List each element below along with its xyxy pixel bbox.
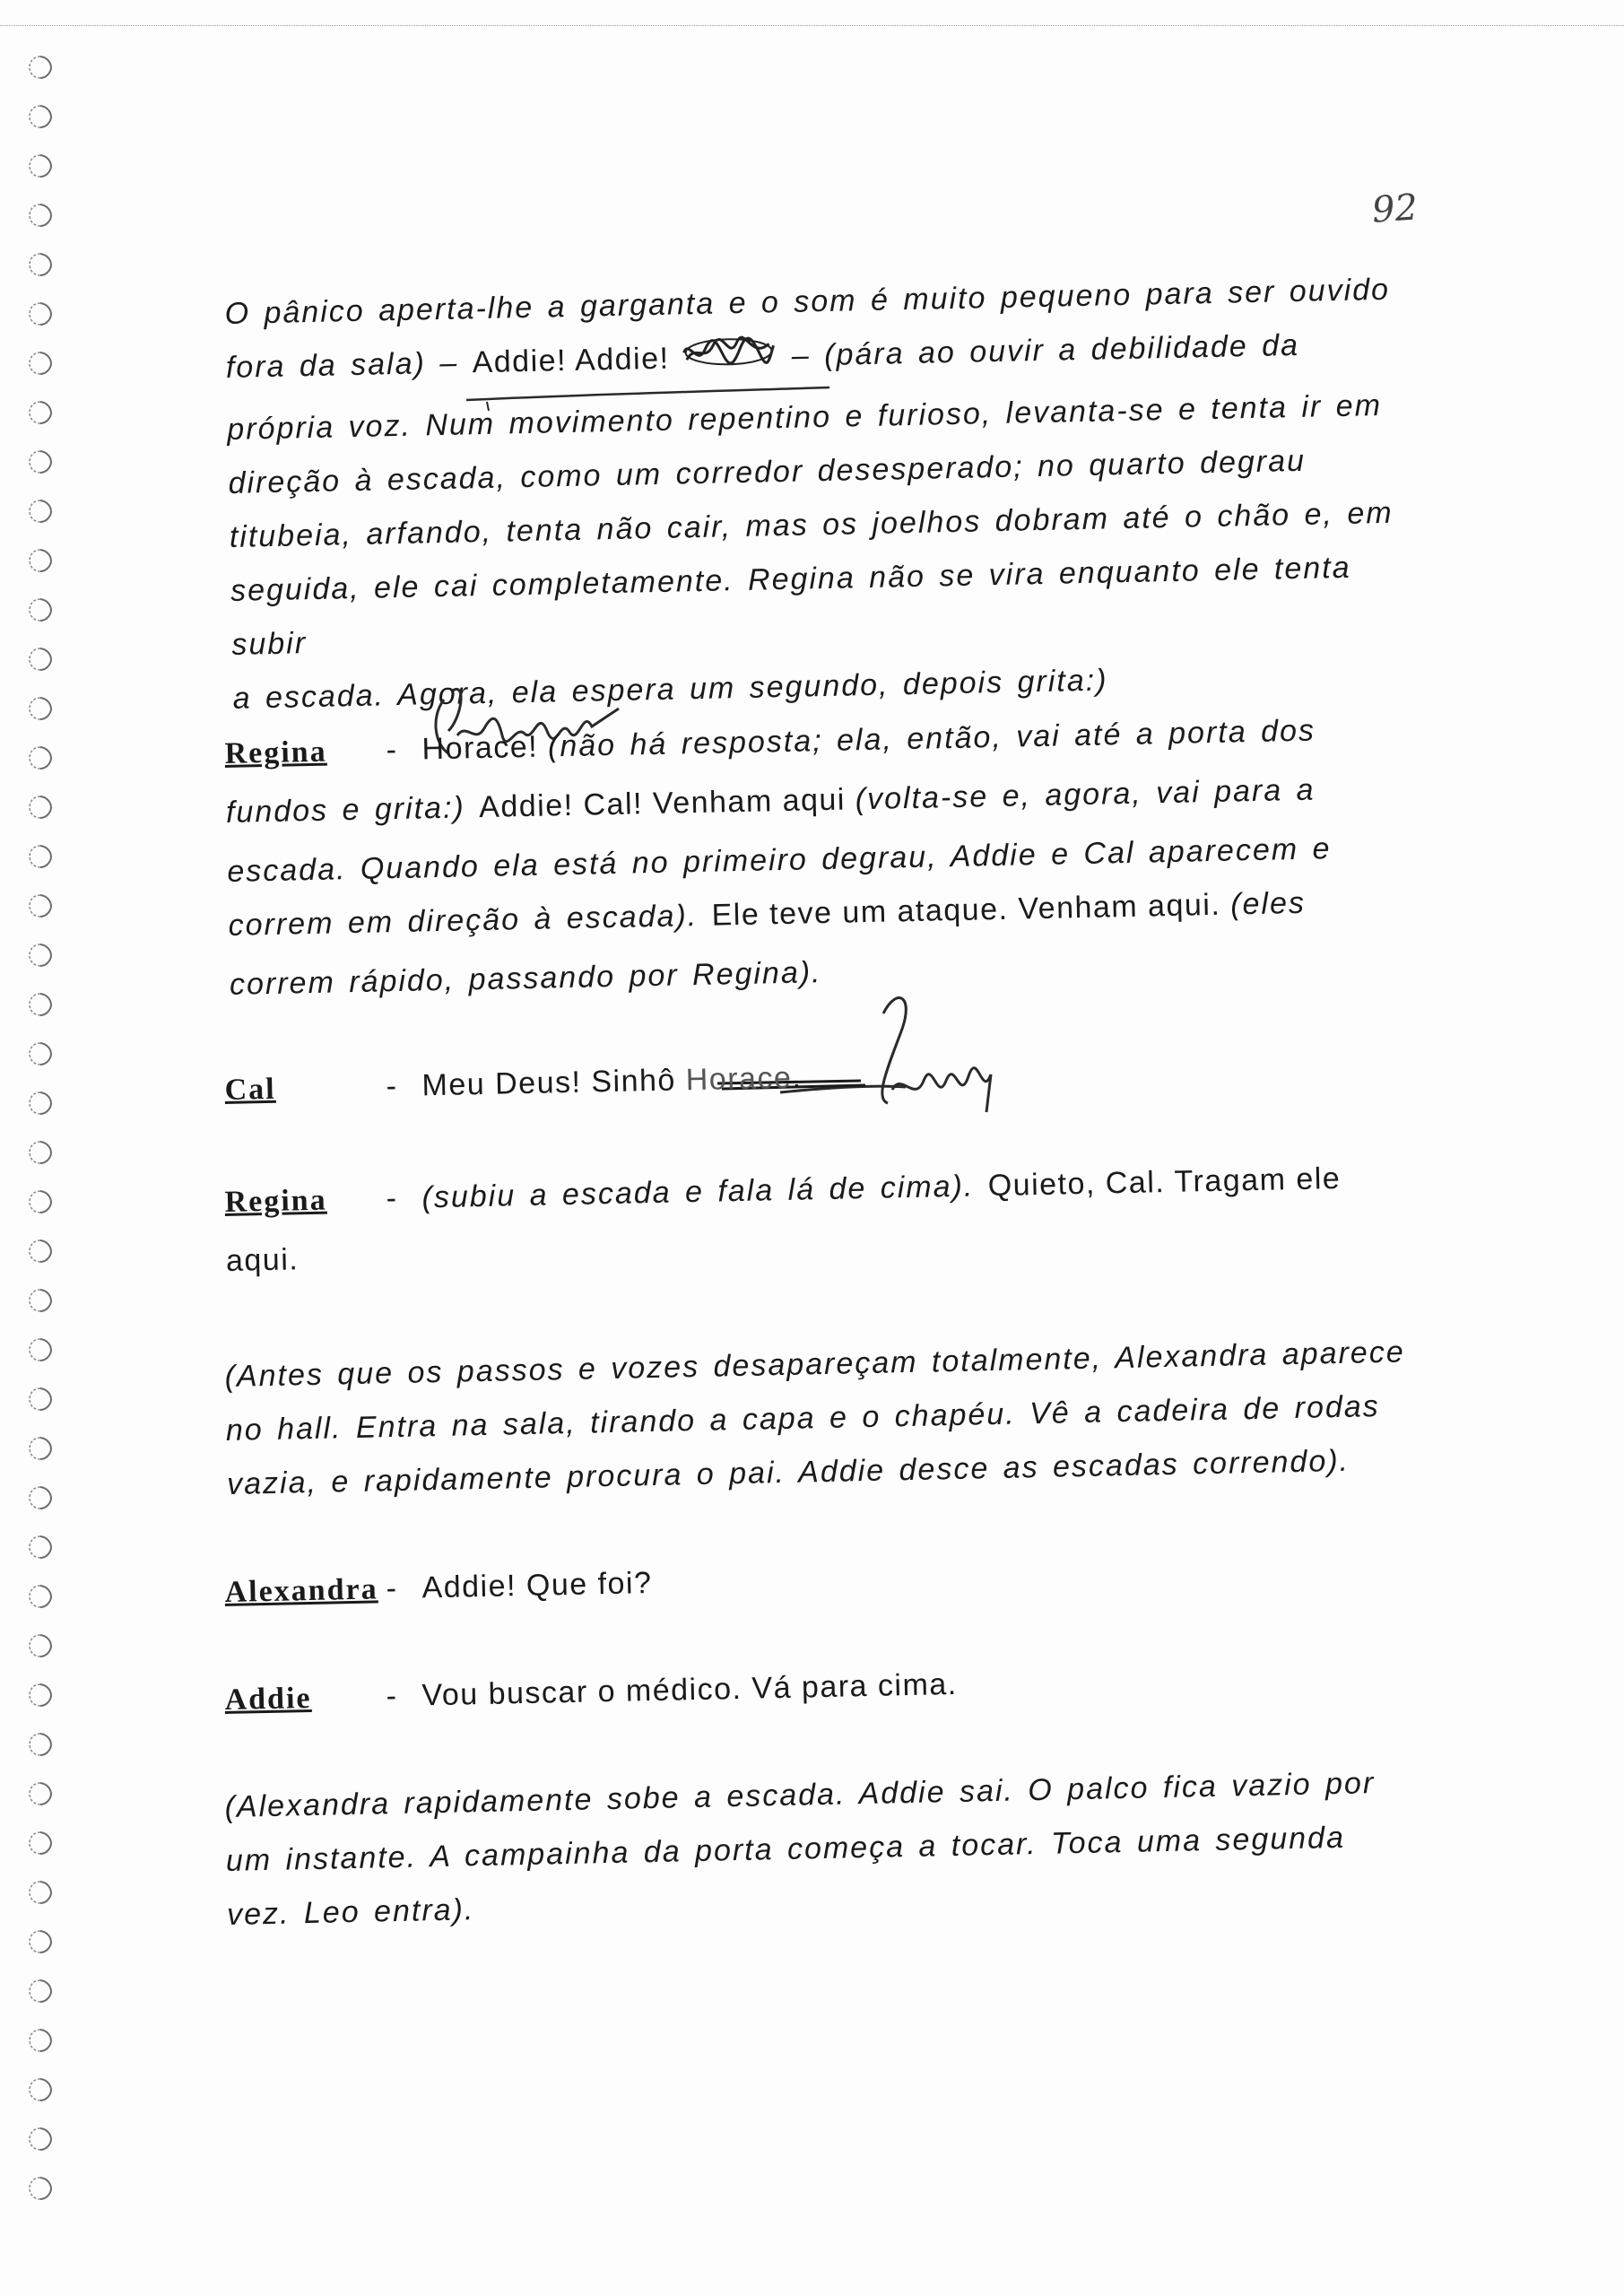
spoken-text: Addie! Cal! Venham aqui: [478, 782, 856, 825]
binder-hole: [27, 942, 54, 969]
binder-hole: [27, 1928, 54, 1955]
binder-hole: [27, 1188, 54, 1215]
stage-direction: fora da sala) –: [225, 345, 473, 385]
stage-direction-paragraph-2: [224, 1325, 1411, 1511]
binder-hole: [27, 892, 54, 919]
binder-hole: [27, 547, 54, 574]
text-line: (Alexandra rapidamente sobe a escada. Addie sai. O palco fica vazio por: [224, 1766, 1376, 1824]
spoken-text: Vou buscar o médico. Vá para cima.: [421, 1666, 959, 1713]
binder-hole: [27, 1435, 54, 1462]
dialogue-line: correm rápido, passando por Regina).: [229, 955, 822, 1002]
binder-hole: [27, 152, 54, 179]
binder-hole: [27, 744, 54, 771]
spoken-text: Addie! Addie!: [472, 341, 680, 380]
binder-hole: [27, 1386, 54, 1413]
scribbled-out-word: [679, 333, 778, 393]
spoken-text: Quieto, Cal. Tragam ele: [987, 1161, 1342, 1204]
text-line: a escada. Agora, ela espera um segundo, depois grita:): [232, 663, 1108, 716]
binder-hole: [27, 54, 54, 81]
dialogue-line: aqui.: [225, 1242, 300, 1278]
dialogue-addie: [224, 1648, 1409, 1732]
text-line: própria voz. Num movimento repentino e furioso, levanta-se e tenta ir em: [226, 387, 1383, 447]
spoken-text: Horace!: [421, 729, 549, 767]
binder-hole: [27, 1830, 54, 1857]
text-line: (Antes que os passos e vozes desapareçam totalmente, Alexandra aparece: [224, 1335, 1406, 1394]
stage-direction: (eles: [1229, 885, 1307, 922]
dialogue-dash: -: [386, 1180, 398, 1216]
page-top-edge: [0, 25, 1624, 28]
binder-hole: [27, 498, 54, 525]
binder-hole: [27, 1632, 54, 1659]
binder-hole: [27, 1238, 54, 1265]
binder-hole: [27, 1336, 54, 1363]
binder-hole: [27, 1287, 54, 1314]
dialogue-line: [224, 1540, 1409, 1624]
binder-hole: [27, 1879, 54, 1906]
binder-hole: [27, 646, 54, 673]
text-line: O pânico aperta-lhe a garganta e o som é muito pequeno para ser ouvido: [224, 272, 1391, 331]
speaker-name: Regina: [224, 1183, 328, 1219]
stage-direction: (subiu a escada e fala lá de cima).: [421, 1169, 989, 1215]
dialogue-dash: -: [386, 1570, 398, 1606]
dialogue-cal: [224, 1038, 1409, 1122]
binder-hole: [27, 2126, 54, 2152]
dialogue-dash: -: [386, 732, 398, 768]
stage-direction-paragraph-1: [224, 262, 1417, 726]
binder-hole: [27, 695, 54, 722]
dialogue-regina-2: [224, 1150, 1410, 1288]
stage-direction: correm em direção à escada).: [228, 898, 713, 943]
binder-hole: [27, 1978, 54, 2005]
stage-direction-paragraph-3: [224, 1755, 1411, 1942]
binder-hole: [27, 2027, 54, 2054]
stage-direction: (volta-se e, agora, vai para a: [855, 772, 1316, 817]
binder-hole: [27, 1682, 54, 1709]
dialogue-line: [224, 1648, 1409, 1732]
stage-direction: fundos e grita:): [225, 790, 480, 830]
spoken-text: Meu Deus! Sinhô: [421, 1063, 687, 1103]
binder-hole: [27, 1583, 54, 1610]
stage-direction: (não há resposta; ela, então, vai até a porta dos: [547, 713, 1316, 764]
struck-text: Horace: [685, 1060, 793, 1098]
binder-hole: [27, 596, 54, 623]
speaker-name: Cal: [224, 1072, 277, 1107]
binder-hole: [27, 843, 54, 870]
binder-hole: [27, 251, 54, 278]
binder-hole: [27, 103, 54, 130]
dialogue-line: escada. Quando ela está no primeiro degrau, Addie e Cal aparecem e: [226, 831, 1332, 889]
binder-hole: [27, 1139, 54, 1166]
binder-hole: [27, 794, 54, 821]
speaker-name: Regina: [224, 735, 328, 770]
binder-hole: [27, 300, 54, 327]
speaker-name: Alexandra: [224, 1572, 378, 1609]
text-line: titubeia, arfando, tenta não cair, mas os joelhos dobram até o chão e, em: [229, 495, 1394, 554]
dialogue-line: [224, 1038, 1409, 1122]
binder-holes: [27, 54, 63, 2251]
binder-hole: [27, 350, 54, 377]
dialogue-alexandra: [224, 1540, 1409, 1624]
binder-hole: [27, 2076, 54, 2103]
text-line: vez. Leo entra).: [226, 1892, 475, 1932]
stage-direction: – (pára ao ouvir a debilidade da: [777, 327, 1300, 374]
text-line: seguida, ele cai completamente. Regina não se vira enquanto ele tenta subir: [230, 550, 1351, 662]
binder-hole: [27, 1484, 54, 1511]
speaker-name: Addie: [224, 1681, 312, 1717]
binder-hole: [27, 1090, 54, 1117]
spoken-text-end: .: [791, 1060, 803, 1095]
dialogue-dash: -: [386, 1068, 398, 1104]
binder-hole: [27, 991, 54, 1018]
text-line: no hall. Entra na sala, tirando a capa e o chapéu. Vê a cadeira de rodas: [225, 1389, 1381, 1448]
binder-hole: [27, 1731, 54, 1758]
spoken-text: Addie! Que foi?: [421, 1566, 653, 1605]
text-line: vazia, e rapidamente procura o pai. Addie desce as escadas correndo).: [226, 1443, 1350, 1501]
spoken-text: Ele teve um ataque. Venham aqui.: [711, 887, 1231, 933]
dialogue-dash: -: [386, 1678, 398, 1714]
handwritten-page-number: 92: [1370, 187, 1420, 231]
binder-hole: [27, 399, 54, 426]
binder-hole: [27, 448, 54, 475]
binder-hole: [27, 2175, 54, 2202]
dialogue-regina-1: [224, 701, 1413, 1012]
text-line: direção à escada, como um corredor desesperado; no quarto degrau: [228, 443, 1307, 500]
text-line: um instante. A campainha da porta começa a tocar. Toca uma segunda: [225, 1820, 1346, 1878]
binder-hole: [27, 1040, 54, 1067]
binder-hole: [27, 202, 54, 229]
binder-hole: [27, 1780, 54, 1807]
binder-hole: [27, 1534, 54, 1561]
